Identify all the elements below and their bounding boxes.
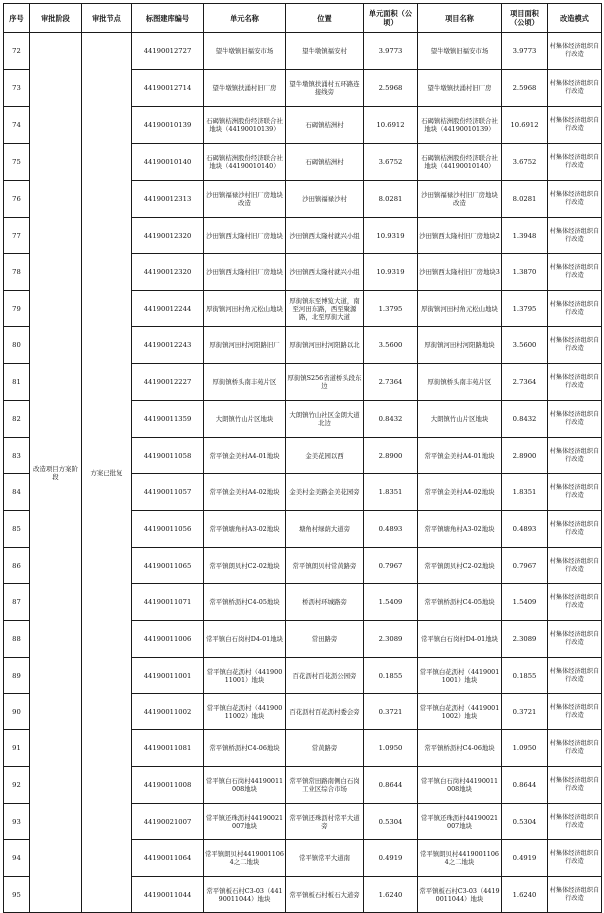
location: 厚街镇S256省道桥头段东边 <box>286 364 364 401</box>
map-code: 44190011044 <box>132 877 204 913</box>
unit-area: 2.3089 <box>364 621 418 658</box>
project-name: 沙田镇西太隆村旧厂房地块2 <box>418 218 502 254</box>
map-code: 44190021007 <box>132 804 204 840</box>
project-name: 常平镇白石岗村44190011008地块 <box>418 767 502 804</box>
unit-name: 常平镇白石岗村44190011008地块 <box>204 767 286 804</box>
project-name: 望牛墩镇扶涌村旧厂房 <box>418 70 502 107</box>
renewal-mode: 村集体经济组织自行改造 <box>548 767 602 804</box>
approval-node-cell: 方案已批复 <box>82 33 132 913</box>
unit-area: 3.5600 <box>364 327 418 364</box>
unit-name: 常平镇白花沥村（44190011002）地块 <box>204 694 286 730</box>
renewal-mode: 村集体经济组织自行改造 <box>548 694 602 730</box>
location: 金美村金美路金美花园旁 <box>286 474 364 511</box>
col-header-no: 序号 <box>4 4 30 33</box>
row-number: 80 <box>4 327 30 364</box>
map-code: 44190011064 <box>132 840 204 877</box>
unit-area: 0.8432 <box>364 401 418 438</box>
unit-area: 1.0950 <box>364 730 418 767</box>
unit-name: 石碣镇桔洲股份经济联合社地块（44190010139） <box>204 107 286 144</box>
project-area: 3.5600 <box>502 327 548 364</box>
project-area: 1.3870 <box>502 254 548 291</box>
unit-area: 1.3795 <box>364 291 418 327</box>
project-name: 大朗镇竹山片区地块 <box>418 401 502 438</box>
col-header-unit-area: 单元面积（公顷） <box>364 4 418 33</box>
unit-name: 厚街镇河田村角元松山地块 <box>204 291 286 327</box>
unit-area: 3.9773 <box>364 33 418 70</box>
row-number: 95 <box>4 877 30 913</box>
project-area: 2.3089 <box>502 621 548 658</box>
row-number: 86 <box>4 548 30 584</box>
unit-area: 2.5968 <box>364 70 418 107</box>
project-area: 2.7364 <box>502 364 548 401</box>
location: 百花沥村百花沥公园旁 <box>286 658 364 694</box>
unit-name: 望牛墩镇扶涌村旧厂房 <box>204 70 286 107</box>
unit-area: 2.7364 <box>364 364 418 401</box>
project-name: 常平镇金美村A4-01地块 <box>418 438 502 474</box>
project-name: 常平镇桥沥村C4-06地块 <box>418 730 502 767</box>
unit-name: 常平镇塘角村A3-02地块 <box>204 511 286 548</box>
project-area: 1.5409 <box>502 584 548 621</box>
location: 厚街镇东至博览大道，南至河田东路，西至聚源路，北至厚街大道 <box>286 291 364 327</box>
unit-area: 3.6752 <box>364 144 418 181</box>
location: 常平镇板石村板石大道旁 <box>286 877 364 913</box>
project-area: 1.0950 <box>502 730 548 767</box>
row-number: 87 <box>4 584 30 621</box>
unit-name: 厚街镇河田村河阳路旧厂 <box>204 327 286 364</box>
renewal-mode: 村集体经济组织自行改造 <box>548 474 602 511</box>
row-number: 72 <box>4 33 30 70</box>
row-number: 90 <box>4 694 30 730</box>
renewal-mode: 村集体经济组织自行改造 <box>548 364 602 401</box>
row-number: 75 <box>4 144 30 181</box>
renewal-mode: 村集体经济组织自行改造 <box>548 730 602 767</box>
location: 大朗镇竹山社区金朗大道北边 <box>286 401 364 438</box>
location: 沙田镇福禄沙村 <box>286 181 364 218</box>
col-header-unit-name: 单元名称 <box>204 4 286 33</box>
unit-name: 石碣镇桔洲股份经济联合社地块（44190010140） <box>204 144 286 181</box>
project-name: 常平镇白花沥村（44190011001）地块 <box>418 658 502 694</box>
row-number: 84 <box>4 474 30 511</box>
project-area: 3.6752 <box>502 144 548 181</box>
project-area: 0.8432 <box>502 401 548 438</box>
unit-name: 常平镇金美村A4-02地块 <box>204 474 286 511</box>
map-code: 44190011056 <box>132 511 204 548</box>
project-area: 0.4919 <box>502 840 548 877</box>
renewal-mode: 村集体经济组织自行改造 <box>548 658 602 694</box>
unit-area: 1.6240 <box>364 877 418 913</box>
unit-area: 2.8900 <box>364 438 418 474</box>
map-code: 44190011002 <box>132 694 204 730</box>
location: 常田路旁 <box>286 621 364 658</box>
map-code: 44190011065 <box>132 548 204 584</box>
map-code: 44190011008 <box>132 767 204 804</box>
project-name: 厚街镇河田村河阳路地块 <box>418 327 502 364</box>
row-number: 78 <box>4 254 30 291</box>
location: 常平镇朗贝村常黄路旁 <box>286 548 364 584</box>
header-row <box>4 4 602 33</box>
row-number: 73 <box>4 70 30 107</box>
map-code: 44190011006 <box>132 621 204 658</box>
location: 常平镇常田路南侧白石岗工业区综合市场 <box>286 767 364 804</box>
renewal-mode: 村集体经济组织自行改造 <box>548 254 602 291</box>
unit-area: 0.1855 <box>364 658 418 694</box>
unit-area: 0.8644 <box>364 767 418 804</box>
approval-stage-cell: 改造项目方案阶段 <box>30 33 82 913</box>
map-code: 44190011359 <box>132 401 204 438</box>
project-name: 沙田镇福禄沙村旧厂房地块改造 <box>418 181 502 218</box>
unit-name: 沙田镇西太隆村旧厂房地块 <box>204 218 286 254</box>
location: 厚街镇河田村河阳路以北 <box>286 327 364 364</box>
project-area: 1.3795 <box>502 291 548 327</box>
table-row <box>4 33 602 70</box>
project-name: 常平镇白花沥村（44190011002）地块 <box>418 694 502 730</box>
map-code: 44190011071 <box>132 584 204 621</box>
col-header-stage: 审批阶段 <box>30 4 82 33</box>
renewal-mode: 村集体经济组织自行改造 <box>548 511 602 548</box>
location: 百花沥村百花沥村委会旁 <box>286 694 364 730</box>
unit-name: 常平镇板石村C3-03（44190011044）地块 <box>204 877 286 913</box>
row-number: 81 <box>4 364 30 401</box>
renewal-mode: 村集体经济组织自行改造 <box>548 144 602 181</box>
location: 桥沥村环城路旁 <box>286 584 364 621</box>
unit-area: 10.9319 <box>364 254 418 291</box>
project-area: 1.8351 <box>502 474 548 511</box>
project-name: 常平镇桥沥村C4-05地块 <box>418 584 502 621</box>
unit-name: 常平镇白石岗村D4-01地块 <box>204 621 286 658</box>
project-name: 石碣镇桔洲股份经济联合社地块（44190010139） <box>418 107 502 144</box>
col-header-project-area: 项目面积（公顷） <box>502 4 548 33</box>
unit-name: 大朗镇竹山片区地块 <box>204 401 286 438</box>
col-header-code: 标图建库编号 <box>132 4 204 33</box>
row-number: 85 <box>4 511 30 548</box>
row-number: 77 <box>4 218 30 254</box>
project-area: 2.5968 <box>502 70 548 107</box>
renewal-mode: 村集体经济组织自行改造 <box>548 804 602 840</box>
location: 望牛墩镇福安村 <box>286 33 364 70</box>
unit-name: 常平镇桥沥村C4-05地块 <box>204 584 286 621</box>
row-number: 92 <box>4 767 30 804</box>
land-renewal-table <box>3 3 602 913</box>
map-code: 44190012244 <box>132 291 204 327</box>
unit-name: 常平镇朗贝村44190011064之二地块 <box>204 840 286 877</box>
map-code: 44190012714 <box>132 70 204 107</box>
project-area: 0.1855 <box>502 658 548 694</box>
project-area: 0.5304 <box>502 804 548 840</box>
project-name: 常平镇还珠沥村44190021007地块 <box>418 804 502 840</box>
map-code: 44190012227 <box>132 364 204 401</box>
row-number: 82 <box>4 401 30 438</box>
project-area: 2.8900 <box>502 438 548 474</box>
renewal-mode: 村集体经济组织自行改造 <box>548 291 602 327</box>
row-number: 74 <box>4 107 30 144</box>
col-header-location: 位置 <box>286 4 364 33</box>
unit-name: 沙田镇西太隆村旧厂房地块 <box>204 254 286 291</box>
unit-name: 常平镇金美村A4-01地块 <box>204 438 286 474</box>
renewal-mode: 村集体经济组织自行改造 <box>548 548 602 584</box>
unit-area: 8.0281 <box>364 181 418 218</box>
unit-name: 厚街镇桥头南丰苑片区 <box>204 364 286 401</box>
table-body <box>4 33 602 913</box>
project-area: 0.7967 <box>502 548 548 584</box>
renewal-mode: 村集体经济组织自行改造 <box>548 584 602 621</box>
map-code: 44190011001 <box>132 658 204 694</box>
map-code: 44190012320 <box>132 254 204 291</box>
renewal-mode: 村集体经济组织自行改造 <box>548 840 602 877</box>
row-number: 88 <box>4 621 30 658</box>
location: 沙田镇西太隆村就兴小组 <box>286 218 364 254</box>
renewal-mode: 村集体经济组织自行改造 <box>548 181 602 218</box>
map-code: 44190010139 <box>132 107 204 144</box>
project-area: 0.4893 <box>502 511 548 548</box>
location: 常平镇常平大道南 <box>286 840 364 877</box>
row-number: 94 <box>4 840 30 877</box>
col-header-project-name: 项目名称 <box>418 4 502 33</box>
col-header-node: 审批节点 <box>82 4 132 33</box>
renewal-mode: 村集体经济组织自行改造 <box>548 621 602 658</box>
project-name: 常平镇塘角村A3-02地块 <box>418 511 502 548</box>
unit-area: 1.5409 <box>364 584 418 621</box>
project-name: 常平镇金美村A4-02地块 <box>418 474 502 511</box>
row-number: 91 <box>4 730 30 767</box>
location: 金美花园以西 <box>286 438 364 474</box>
project-name: 石碣镇桔洲股份经济联合社地块（44190010140） <box>418 144 502 181</box>
project-area: 1.3948 <box>502 218 548 254</box>
map-code: 44190012320 <box>132 218 204 254</box>
project-name: 常平镇朗贝村C2-02地块 <box>418 548 502 584</box>
unit-name: 沙田镇福禄沙村旧厂房地块改造 <box>204 181 286 218</box>
project-name: 常平镇白石岗村D4-01地块 <box>418 621 502 658</box>
row-number: 93 <box>4 804 30 840</box>
row-number: 76 <box>4 181 30 218</box>
unit-name: 望牛墩镇旧福安市场 <box>204 33 286 70</box>
unit-name: 常平镇还珠沥村44190021007地块 <box>204 804 286 840</box>
unit-name: 常平镇朗贝村C2-02地块 <box>204 548 286 584</box>
map-code: 44190012313 <box>132 181 204 218</box>
project-name: 厚街镇河田村角元松山地块 <box>418 291 502 327</box>
location: 塘角村绿荫大道旁 <box>286 511 364 548</box>
project-name: 沙田镇西太隆村旧厂房地块3 <box>418 254 502 291</box>
location: 石碣镇桔洲村 <box>286 144 364 181</box>
map-code: 44190011058 <box>132 438 204 474</box>
project-name: 常平镇朗贝村44190011064之二地块 <box>418 840 502 877</box>
renewal-mode: 村集体经济组织自行改造 <box>548 438 602 474</box>
map-code: 44190010140 <box>132 144 204 181</box>
renewal-mode: 村集体经济组织自行改造 <box>548 327 602 364</box>
renewal-mode: 村集体经济组织自行改造 <box>548 218 602 254</box>
project-name: 厚街镇桥头南丰苑片区 <box>418 364 502 401</box>
location: 望牛墩镇扶涌村五环路连接线旁 <box>286 70 364 107</box>
unit-area: 0.4893 <box>364 511 418 548</box>
project-area: 3.9773 <box>502 33 548 70</box>
project-area: 0.3721 <box>502 694 548 730</box>
location: 石碣镇桔洲村 <box>286 107 364 144</box>
map-code: 44190011057 <box>132 474 204 511</box>
unit-area: 1.8351 <box>364 474 418 511</box>
project-name: 常平镇板石村C3-03（44190011044）地块 <box>418 877 502 913</box>
unit-area: 10.9319 <box>364 218 418 254</box>
location: 常黄路旁 <box>286 730 364 767</box>
row-number: 89 <box>4 658 30 694</box>
unit-name: 常平镇桥沥村C4-06地块 <box>204 730 286 767</box>
project-area: 8.0281 <box>502 181 548 218</box>
unit-name: 常平镇白花沥村（44190011001）地块 <box>204 658 286 694</box>
location: 沙田镇西太隆村就兴小组 <box>286 254 364 291</box>
project-name: 望牛墩镇旧福安市场 <box>418 33 502 70</box>
unit-area: 0.5304 <box>364 804 418 840</box>
unit-area: 0.3721 <box>364 694 418 730</box>
renewal-mode: 村集体经济组织自行改造 <box>548 877 602 913</box>
unit-area: 0.4919 <box>364 840 418 877</box>
renewal-mode: 村集体经济组织自行改造 <box>548 107 602 144</box>
project-area: 1.6240 <box>502 877 548 913</box>
renewal-mode: 村集体经济组织自行改造 <box>548 33 602 70</box>
location: 常平镇还珠沥村常平大道旁 <box>286 804 364 840</box>
map-code: 44190011081 <box>132 730 204 767</box>
project-area: 10.6912 <box>502 107 548 144</box>
unit-area: 10.6912 <box>364 107 418 144</box>
map-code: 44190012727 <box>132 33 204 70</box>
map-code: 44190012243 <box>132 327 204 364</box>
row-number: 83 <box>4 438 30 474</box>
col-header-mode: 改造模式 <box>548 4 602 33</box>
renewal-mode: 村集体经济组织自行改造 <box>548 70 602 107</box>
unit-area: 0.7967 <box>364 548 418 584</box>
project-area: 0.8644 <box>502 767 548 804</box>
renewal-mode: 村集体经济组织自行改造 <box>548 401 602 438</box>
row-number: 79 <box>4 291 30 327</box>
